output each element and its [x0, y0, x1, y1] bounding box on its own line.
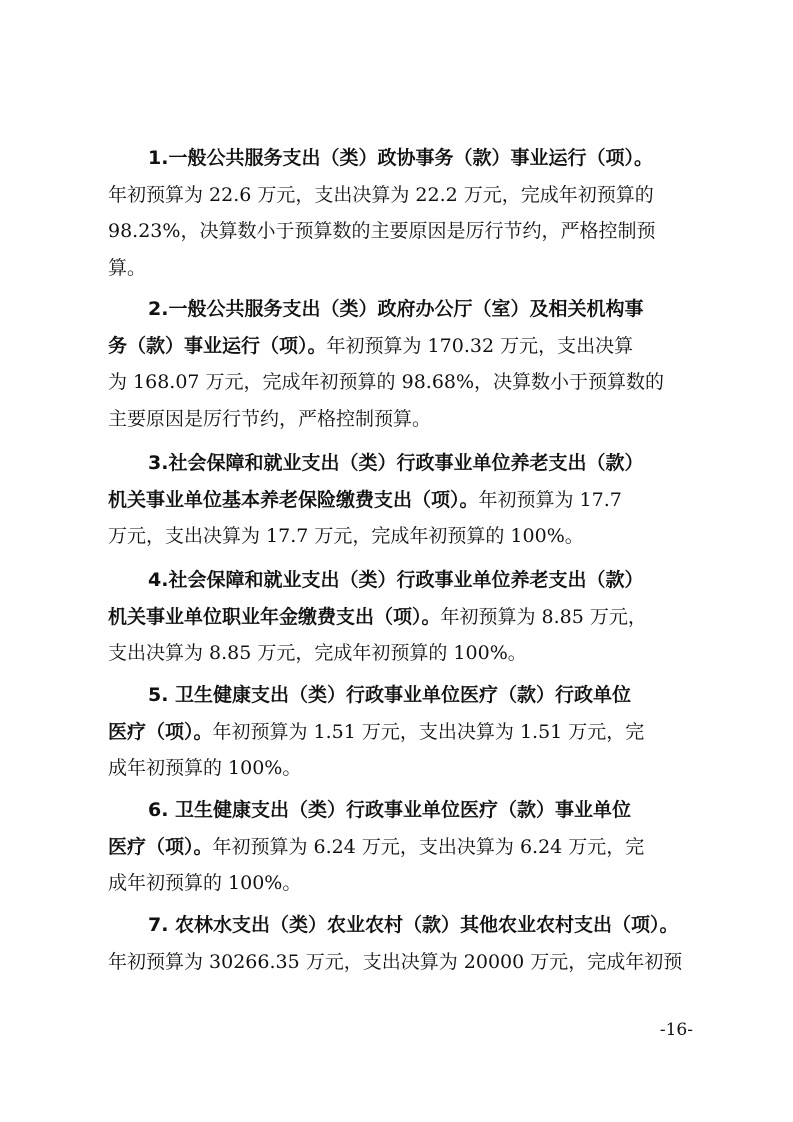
paragraph-4 — [108, 562, 693, 672]
body-text: 年初预算为 6.24 万元，支出决算为 6.24 万元，完 — [212, 835, 645, 858]
body-text: 年初预算为 1.51 万元，支出决算为 1.51 万元，完 — [212, 720, 645, 743]
body-text: 支出决算为 8.85 万元，完成年初预算的 100%。 — [108, 642, 527, 664]
paragraph-1 — [108, 140, 693, 286]
body-text: 算。 — [108, 256, 147, 279]
line — [108, 907, 693, 944]
line — [108, 677, 693, 714]
body-text: 为 168.07 万元，完成年初预算的 98.68%，决算数小于预算数的 — [108, 371, 665, 393]
body-text: 年初预算为 170.32 万元，支出决算 — [326, 334, 634, 357]
paragraph-7 — [108, 907, 693, 980]
body-text: 成年初预算的 100%。 — [108, 872, 302, 894]
body-text: 万元，支出决算为 17.7 万元，完成年初预算的 100%。 — [108, 525, 584, 547]
body-text: 98.23%，决算数小于预算数的主要原因是厉行节约，严格控制预 — [108, 220, 656, 242]
bold-heading: 5. 卫生健康支出（类）行政事业单位医疗（款）行政单位 — [148, 684, 632, 706]
line — [108, 518, 693, 555]
paragraph-3 — [108, 445, 693, 555]
paragraph-2 — [108, 291, 693, 437]
line — [108, 714, 693, 751]
line — [108, 291, 693, 328]
line — [108, 250, 693, 287]
line — [108, 177, 693, 214]
body-text: 年初预算为 22.6 万元，支出决算为 22.2 万元，完成年初预算的 — [108, 183, 654, 206]
bold-heading: 务（款）事业运行（项）。 — [108, 334, 327, 357]
line — [108, 213, 693, 250]
line — [108, 445, 693, 482]
line — [108, 865, 693, 902]
line — [108, 829, 693, 866]
bold-heading: 3.社会保障和就业支出（类）行政事业单位养老支出（款） — [148, 452, 644, 474]
bold-heading: 机关事业单位基本养老保险缴费支出（项）。 — [108, 488, 479, 511]
body-text: 年初预算为 30266.35 万元，支出决算为 20000 万元，完成年初预 — [108, 950, 683, 973]
body-text: 主要原因是厉行节约，严格控制预算。 — [108, 407, 432, 430]
line — [108, 599, 693, 636]
body-text: 年初预算为 8.85 万元， — [440, 605, 647, 628]
line — [108, 944, 693, 981]
bold-heading: 医疗（项）。 — [108, 835, 213, 858]
bold-heading: 1.一般公共服务支出（类）政协事务（款）事业运行（项）。 — [148, 147, 653, 169]
line — [108, 401, 693, 438]
paragraph-5 — [108, 677, 693, 787]
line — [108, 328, 693, 365]
body-text: 成年初预算的 100%。 — [108, 757, 302, 779]
bold-heading: 7. 农林水支出（类）农业农村（款）其他农业农村支出（项）。 — [148, 914, 679, 936]
page-number: -16- — [659, 1020, 693, 1040]
line — [108, 792, 693, 829]
line — [108, 635, 693, 672]
bold-heading: 医疗（项）。 — [108, 720, 213, 743]
line — [108, 750, 693, 787]
line — [108, 364, 693, 401]
bold-heading: 2.一般公共服务支出（类）政府办公厅（室）及相关机构事 — [148, 298, 644, 320]
body-text: 年初预算为 17.7 — [478, 488, 622, 511]
line — [108, 140, 693, 177]
line — [108, 482, 693, 519]
paragraph-6 — [108, 792, 693, 902]
bold-heading: 4.社会保障和就业支出（类）行政事业单位养老支出（款） — [148, 569, 644, 591]
bold-heading: 机关事业单位职业年金缴费支出（项）。 — [108, 605, 441, 628]
line — [108, 562, 693, 599]
bold-heading: 6. 卫生健康支出（类）行政事业单位医疗（款）事业单位 — [148, 799, 632, 821]
